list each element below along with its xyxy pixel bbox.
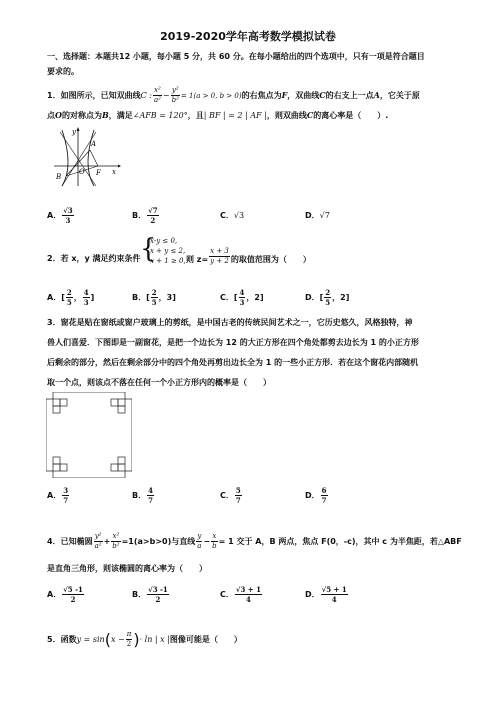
segment-AF <box>90 150 98 166</box>
math-var: B <box>101 110 109 120</box>
section-heading-cont: 要求的。 <box>47 67 79 76</box>
constraint-3: x + 1 ≥ 0, <box>150 257 186 265</box>
q2-option-a[interactable]: A．[ $\frac{2}{5}$ ， $\frac{4}{3}$ ] <box>47 288 95 307</box>
small-square <box>118 457 125 464</box>
question-4-line2: 是直角三角形，则该椭圆的离心率为（ ） <box>47 564 207 573</box>
small-square <box>53 406 60 413</box>
q4-option-b[interactable]: B． $\frac{√3 -1}{2}$ <box>132 585 168 604</box>
question-3-line1: 3．窗花是贴在窗纸或窗户玻璃上的剪纸，是中国古老的传统民间艺术之一，它历史悠久，风格独特，神 <box>47 318 413 327</box>
small-square <box>111 399 118 406</box>
math-condition: = 1(a > 0, b > 0) <box>180 92 242 100</box>
label-B: B <box>56 173 62 181</box>
question-1-line2 <box>47 110 388 121</box>
q1-option-a[interactable]: A． $\frac{√3}{3}$ <box>47 206 73 225</box>
fraction-x2-a2: $\frac{\text{x²}}{\text{a²}}$ <box>153 86 161 104</box>
small-square <box>118 464 125 471</box>
small-square <box>60 464 67 471</box>
small-square <box>60 399 67 406</box>
question-text: 的右支上一点 <box>325 91 374 100</box>
q2-option-d[interactable]: D．[ $\frac{2}{5}$ ，2] <box>305 288 350 307</box>
q1-option-b[interactable]: B． $\frac{√7}{2}$ <box>132 206 158 225</box>
q3-option-d[interactable]: D． $\frac{6}{7}$ <box>305 486 327 505</box>
question-4-line1: 4．已知椭圆 $\frac{\text{y²}}{\text{a²}}$ + $\frac{\text{x²}}{\text{b²}}$ =1(a>b>0)与直线 $\frac{y}{a}$ − $\frac{x}{b}$ = 1 交于 A，B 两点，焦点 F(0，-c)，其中 c 为半焦距，若△ABF <box>47 532 462 550</box>
q4-option-c[interactable]: C． $\frac{√3 + 1}{4}$ <box>220 585 261 604</box>
question-3-line4: 取一个点，则该点不落在任何一个小正方形内的概率是（ ） <box>47 378 271 387</box>
small-square <box>111 464 118 471</box>
math-angle: ∠AFB = 120° <box>132 111 188 120</box>
x-axis-arrow <box>118 165 121 168</box>
q1-option-d[interactable]: D．√7 <box>305 211 330 220</box>
question-text: 的右焦点为 <box>241 91 282 100</box>
question-2-suffix: 则 z= $\frac{x + 3}{y + 2}$ 的取值范围为（ ） <box>186 247 311 265</box>
question-text: 点 <box>47 111 55 120</box>
math-var: C <box>319 90 326 100</box>
q4-option-a[interactable]: A． $\frac{√5 -1}{2}$ <box>47 585 83 604</box>
q2-option-c[interactable]: C．[ $\frac{4}{3}$ ，2] <box>220 288 264 307</box>
constraint-system <box>150 236 186 266</box>
small-square <box>118 406 125 413</box>
question-text: 的对称点为 <box>61 111 102 120</box>
hyperbola-figure <box>52 126 122 188</box>
question-1-line1: 1．如图所示，已知双曲线C : $\frac{\text{x²}}{\text{a²}}$ − $\frac{\text{y²}}{\text{b²}}$ = 1(a > 0, b > 0)的右焦点为F，双曲线C的右支上一点A，它关于原 <box>47 86 420 104</box>
question-2-prefix: 2．若 x，y 满足约束条件 <box>47 254 141 263</box>
label-y: y <box>72 128 76 136</box>
constraint-1: x-y ≤ 0, <box>150 237 178 245</box>
math-var: O <box>55 110 62 120</box>
q3-option-a[interactable]: A． $\frac{3}{7}$ <box>47 486 69 505</box>
label-F: F <box>96 169 101 177</box>
q1-option-c[interactable]: C．√3 <box>220 211 245 220</box>
question-5-line: 5．函数y = sin(x − $\frac{\pi}{2}$ )· ln | x |图像可能是（ ） <box>47 630 242 649</box>
question-number: 1． <box>47 91 61 100</box>
label-O: O <box>79 168 85 176</box>
constraint-2: x + y ≤ 2, <box>150 247 186 255</box>
math-curve: C : <box>140 91 152 100</box>
hyperbola-right-branch <box>88 130 97 186</box>
q4-option-d[interactable]: D． $\frac{√5 + 1}{4}$ <box>305 585 347 604</box>
section-heading: 一、选择题：本题共12 小题，每小题 5 分，共 60 分。在每小题给出的四个选项中，只有一项是符合题目 <box>47 52 425 61</box>
question-text: ，且 <box>187 111 204 120</box>
math-var: C <box>306 110 314 120</box>
question-text: ，它关于原 <box>379 91 420 100</box>
fraction-y2-b2: $\frac{\text{y²}}{\text{b²}}$ <box>171 86 179 104</box>
question-text: ，满足 <box>108 111 133 120</box>
small-square <box>53 457 60 464</box>
math-equation: | BF | = 2 | AF | <box>203 111 267 120</box>
q2-option-b[interactable]: B．[ $\frac{2}{5}$ ，3] <box>132 288 176 307</box>
question-text: ，双曲线 <box>287 91 320 100</box>
question-3-line2: 兽人们喜爱．下图即是一副窗花，是把一个边长为 12 的大正方形在四个角处都剪去边长为 1 的小正方形 <box>47 338 419 347</box>
small-square <box>53 464 60 471</box>
question-text: 的离心率是（ ）. <box>313 111 389 120</box>
label-A: A <box>91 140 97 148</box>
question-3-line3: 后剩余的部分，然后在剩余部分中的四个角处再剪出边长全为 1 的一些小正方形．若在这个窗花内部随机 <box>47 358 419 367</box>
page-title: 2019-2020学年高考数学模拟试卷 <box>160 30 336 43</box>
outer-square-outline <box>46 392 132 478</box>
window-paper-cut-figure <box>46 392 132 478</box>
small-square <box>53 399 60 406</box>
math-var: F <box>281 90 288 100</box>
q3-option-b[interactable]: B． $\frac{4}{7}$ <box>132 486 153 505</box>
small-square <box>118 399 125 406</box>
label-x: x <box>112 168 116 176</box>
q3-option-c[interactable]: C． $\frac{5}{7}$ <box>220 486 241 505</box>
question-text: ，则双曲线 <box>266 111 307 120</box>
question-text: 如图所示，已知双曲线 <box>60 91 141 100</box>
y-axis-arrow <box>77 127 80 131</box>
constraint-brace: { <box>140 234 157 264</box>
math-var: A <box>373 90 380 100</box>
